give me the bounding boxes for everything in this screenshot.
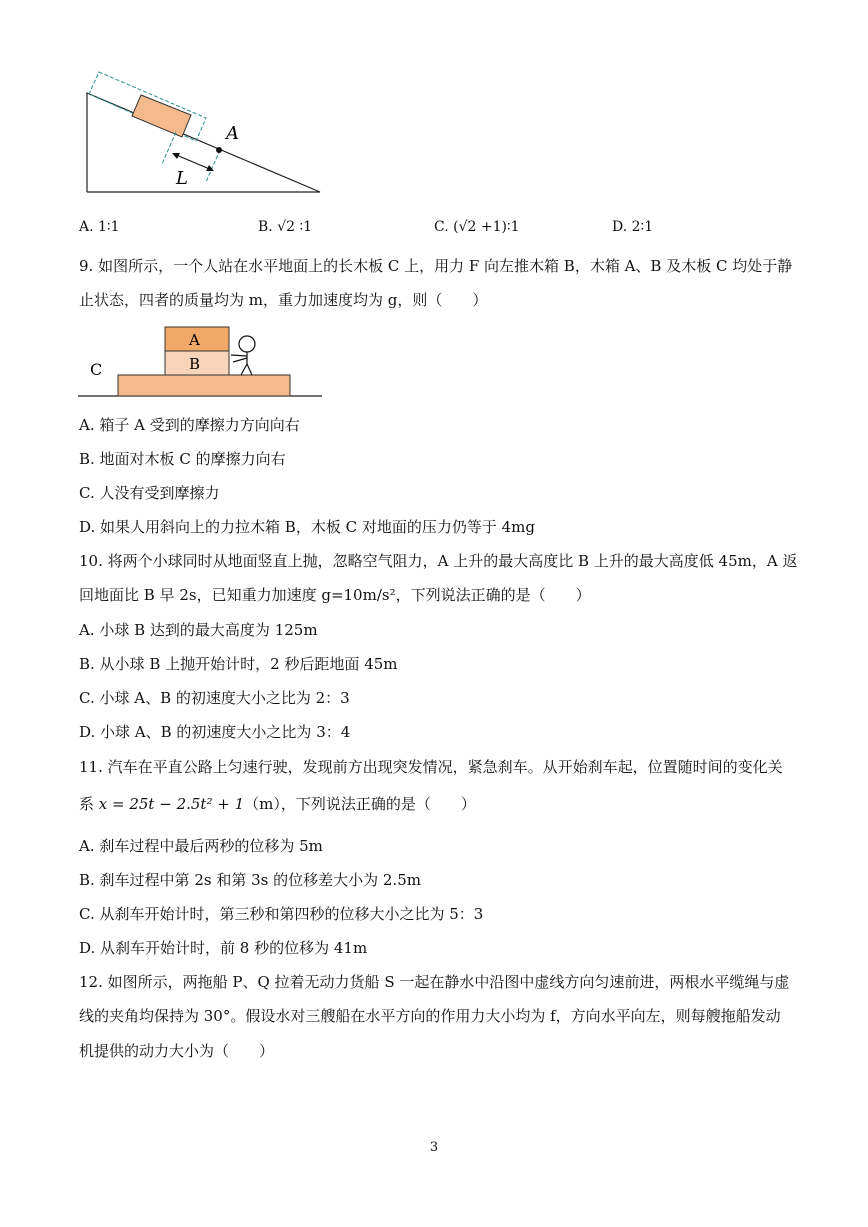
label-board-c: C [90,360,103,379]
label-a: A [226,123,239,144]
label-box-a: A [189,331,200,349]
board-c [118,375,290,396]
dashed-mark-2 [206,150,220,182]
q9-option-a: A. 箱子 A 受到的摩擦力方向向右 [79,416,300,434]
q10-option-a: A. 小球 B 达到的最大高度为 125m [79,621,318,639]
dashed-mark-1 [162,132,176,164]
q11-option-b: B. 刹车过程中第 2s 和第 3s 的位移差大小为 2.5m [79,871,421,889]
point-a [216,147,222,153]
incline-figure [78,68,328,198]
q9-option-d: D. 如果人用斜向上的力拉木箱 B，木板 C 对地面的压力仍等于 4mg [79,518,535,536]
q11-stem-line-2: 系 x = 25t − 2.5t² + 1（m），下列说法正确的是（ ） [79,795,476,813]
q9-stem-line-1: 9. 如图所示，一个人站在水平地面上的长木板 C 上，用力 F 向左推木箱 B，木箱 A、B 及木板 C 均处于静 [79,257,793,275]
person-icon [231,336,255,375]
q12-stem-line-3: 机提供的动力大小为（ ） [79,1042,275,1060]
q12-stem-line-2: 线的夹角均保持为 30°。假设水对三艘船在水平方向的作用力大小均为 f，方向水平向左，则每艘拖船发动 [79,1007,781,1025]
q8-option-b: B. √2 ∶1 [258,219,313,235]
q11-stem-line-1: 11. 汽车在平直公路上匀速行驶，发现前方出现突发情况，紧急刹车。从开始刹车起，位置随时间的变化关 [79,758,783,776]
q11-option-c: C. 从刹车开始计时，第三秒和第四秒的位移大小之比为 5：3 [79,905,484,923]
q8-option-c: C. (√2 +1)∶1 [434,219,520,235]
q10-stem-line-1: 10. 将两个小球同时从地面竖直上抛，忽略空气阻力，A 上升的最大高度比 B 上升的最大高度低 45m，A 返 [79,552,798,570]
q8-option-a: A. 1∶1 [79,219,120,235]
q9-option-c: C. 人没有受到摩擦力 [79,484,220,502]
q11-option-a: A. 刹车过程中最后两秒的位移为 5m [79,837,323,855]
q9-option-b: B. 地面对木板 C 的摩擦力向右 [79,450,286,468]
block [132,95,191,137]
label-box-b: B [189,355,201,373]
q10-stem-line-2: 回地面比 B 早 2s，已知重力加速度 g=10m/s²，下列说法正确的是（ ） [79,586,591,604]
incline-triangle [87,93,320,192]
q10-option-b: B. 从小球 B 上抛开始计时，2 秒后距地面 45m [79,655,398,673]
label-l: L [176,168,188,189]
q11-option-d: D. 从刹车开始计时，前 8 秒的位移为 41m [79,939,368,957]
q8-option-d: D. 2∶1 [612,219,654,235]
boxes-figure [78,318,328,402]
q10-option-d: D. 小球 A、B 的初速度大小之比为 3：4 [79,723,351,741]
page-number: 3 [429,1140,439,1155]
q9-stem-line-2: 止状态，四者的质量均为 m，重力加速度均为 g，则（ ） [79,291,488,309]
q10-option-c: C. 小球 A、B 的初速度大小之比为 2：3 [79,689,350,707]
q12-stem-line-1: 12. 如图所示，两拖船 P、Q 拉着无动力货船 S 一起在静水中沿图中虚线方向匀速前进，两根水平缆绳与虚 [79,973,790,991]
q11-formula: x = 25t − 2.5t² + 1 [98,795,245,813]
